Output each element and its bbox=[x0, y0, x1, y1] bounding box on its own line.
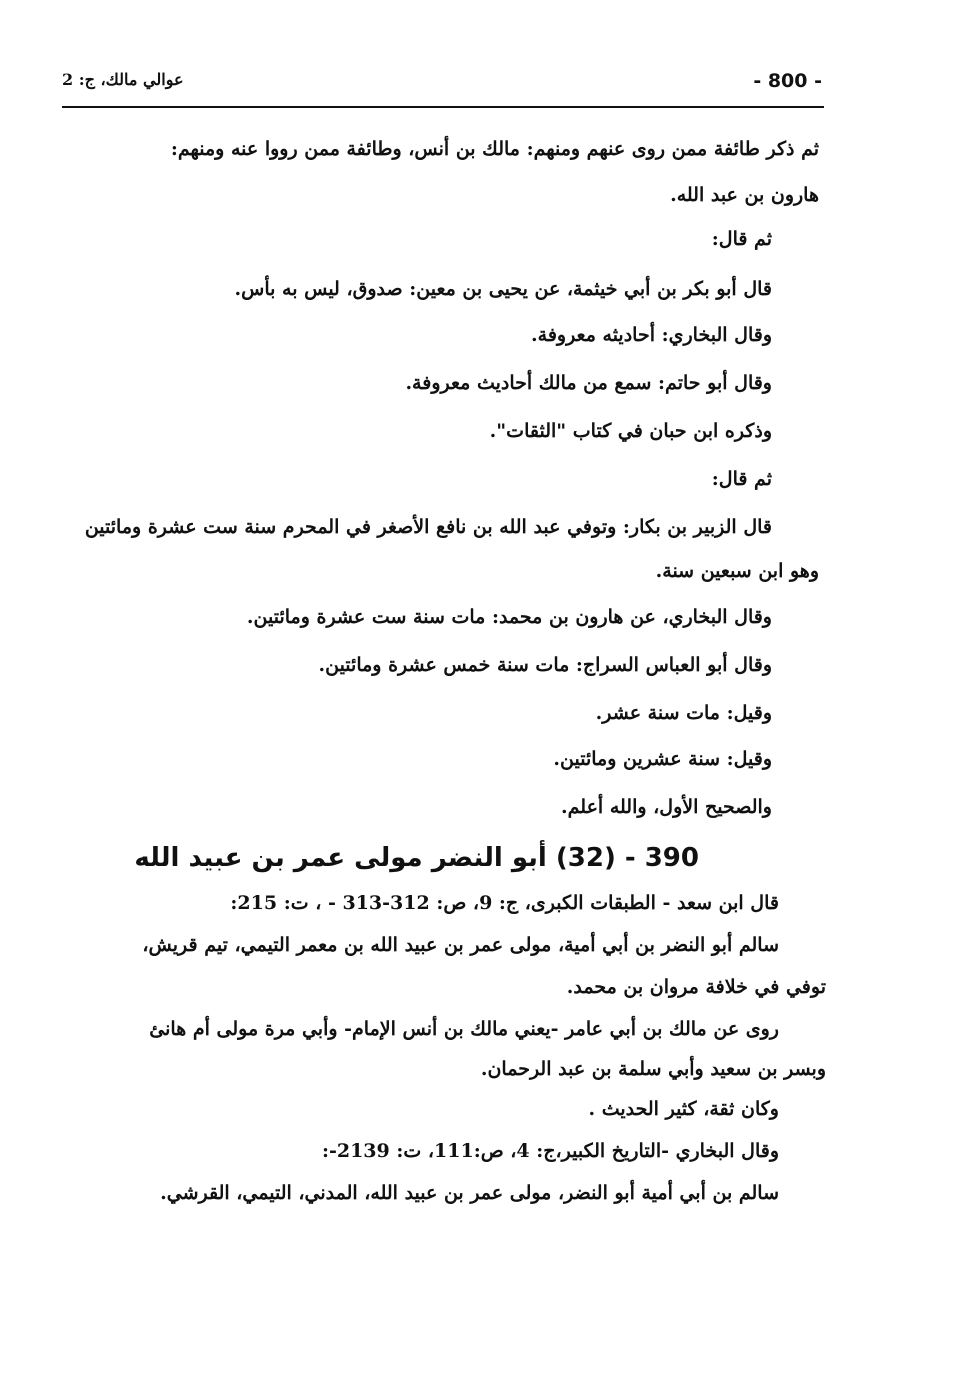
entry-heading: 390 - (32) أبو النضر مولى عمر بن عبيد الله bbox=[134, 843, 699, 873]
body-line: وقيل: مات سنة عشر. bbox=[595, 702, 772, 724]
body-line: وهو ابن سبعين سنة. bbox=[655, 560, 819, 582]
body-line: وقال البخاري: أحاديثه معروفة. bbox=[531, 324, 772, 346]
body-line: ثم قال: bbox=[711, 228, 772, 250]
entry-line: توفي في خلافة مروان بن محمد. bbox=[566, 976, 826, 998]
entry-line: سالم أبو النضر بن أبي أمية، مولى عمر بن عبيد الله بن معمر التيمي، تيم قريش، bbox=[142, 934, 779, 956]
body-line: وقال أبو حاتم: سمع من مالك أحاديث معروفة. bbox=[405, 372, 772, 394]
entry-line: وبسر بن سعيد وأبي سلمة بن عبد الرحمان. bbox=[480, 1058, 826, 1080]
body-line: قال أبو بكر بن أبي خيثمة، عن يحيى بن معين: صدوق، ليس به بأس. bbox=[234, 278, 772, 300]
body-line: وقيل: سنة عشرين ومائتين. bbox=[553, 748, 772, 770]
body-line: وقال البخاري، عن هارون بن محمد: مات سنة ست عشرة ومائتين. bbox=[246, 606, 772, 628]
page-header bbox=[62, 66, 822, 102]
running-title: عوالي مالك، ج: 2 bbox=[62, 70, 184, 89]
body-line: والصحيح الأول، والله أعلم. bbox=[561, 796, 772, 818]
page-number: - 800 - bbox=[753, 70, 822, 92]
entry-line: وكان ثقة، كثير الحديث . bbox=[588, 1098, 779, 1120]
body-line: ثم ذكر طائفة ممن روى عنهم ومنهم: مالك بن أنس، وطائفة ممن رووا عنه ومنهم: bbox=[170, 138, 819, 160]
body-line: قال الزبير بن بكار: وتوفي عبد الله بن نافع الأصغر في المحرم سنة ست عشرة ومائتين bbox=[84, 516, 772, 538]
body-line: وقال أبو العباس السراج: مات سنة خمس عشرة ومائتين. bbox=[318, 654, 772, 676]
body-line: وذكره ابن حبان في كتاب "الثقات". bbox=[489, 420, 772, 442]
entry-line: وقال البخاري -التاريخ الكبير،ج: 4، ص:111، ت: 2139-: bbox=[321, 1140, 779, 1162]
body-line: ثم قال: bbox=[711, 468, 772, 490]
entry-line: قال ابن سعد - الطبقات الكبرى، ج: 9، ص: 312-313 - ، ت: 215: bbox=[230, 892, 779, 914]
entry-line: روى عن مالك بن أبي عامر -يعني مالك بن أنس الإمام- وأبي مرة مولى أم هانئ bbox=[149, 1018, 779, 1040]
entry-line: سالم بن أبي أمية أبو النضر، مولى عمر بن عبيد الله، المدني، التيمي، القرشي. bbox=[160, 1182, 779, 1204]
body-line: هارون بن عبد الله. bbox=[670, 184, 819, 206]
header-rule bbox=[62, 106, 824, 108]
